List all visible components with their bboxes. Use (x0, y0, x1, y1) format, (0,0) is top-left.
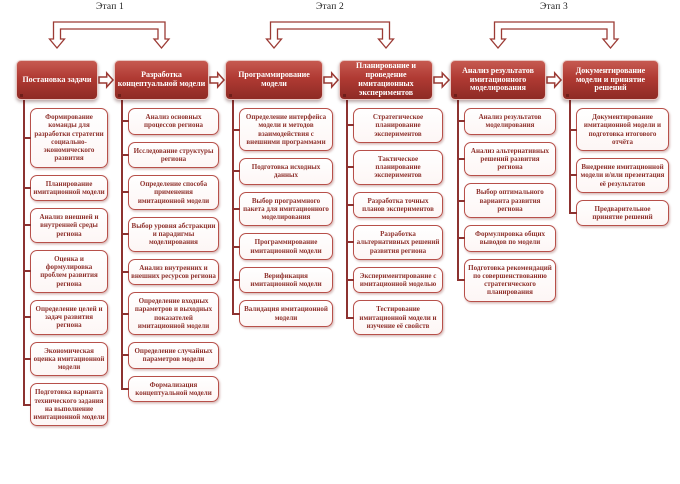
task-box: Документирование имитационной модели и подготовка итогового отчёта (576, 108, 669, 151)
header-flow-arrow-5 (547, 73, 561, 87)
task-box: Формирование команды для разработки стратегии социально-экономического развития (30, 108, 108, 168)
header-flow-arrow-4 (434, 73, 449, 87)
task-box: Анализ внешней и внутренней среды региона (30, 208, 108, 243)
task-box: Определение целей и задач развития региона (30, 300, 108, 335)
task-box: Предварительное принятие решений (576, 200, 669, 227)
connector-trunk (121, 100, 123, 390)
task-box: Внедрение имитационной модели и/или презентация её результатов (576, 158, 669, 193)
task-list (576, 108, 669, 226)
stage-1-label: Этап 1 (95, 2, 125, 12)
phase-header: Программирование модели (225, 60, 323, 100)
connector-trunk (569, 100, 571, 214)
task-list (128, 108, 219, 402)
stage-column-4 (339, 60, 440, 335)
task-box: Подготовка исходных данных (239, 158, 333, 185)
stage-column-6 (562, 60, 665, 226)
stage-3-label: Этап 3 (539, 2, 569, 12)
task-box: Подготовка рекомендаций по совершенствованию стратегического планирования (464, 259, 556, 302)
task-box: Программирование имитационной модели (239, 233, 333, 260)
phase-header: Документирование модели и принятие решений (562, 60, 659, 100)
task-box: Валидация имитационной модели (239, 300, 333, 327)
stage-column-1 (16, 60, 105, 426)
task-box: Определение входных параметров и выходных показателей имитационной модели (128, 292, 219, 335)
task-box: Определение случайных параметров модели (128, 342, 219, 369)
phase-header: Постановка задачи (16, 60, 98, 100)
task-box: Планирование имитационной модели (30, 175, 108, 202)
task-box: Выбор оптимального варианта развития региона (464, 183, 556, 218)
task-box: Определение интерфейса модели и методов взаимодействия с внешними программами (239, 108, 333, 151)
stage-2-label: Этап 2 (315, 2, 345, 12)
task-box: Стратегическое планирование экспериментов (353, 108, 443, 143)
task-box: Определение способа применения имитационной модели (128, 175, 219, 210)
phase-header: Планирование и проведение имитационных экспериментов (339, 60, 433, 100)
header-flow-arrow-3 (324, 73, 338, 87)
task-box: Анализ альтернативных решений развития региона (464, 142, 556, 177)
task-box: Оценка и формулировка проблем развития региона (30, 250, 108, 293)
task-box: Подготовка варианта технического задания на выполнение имитационной модели (30, 383, 108, 426)
task-box: Исследование структуры региона (128, 142, 219, 169)
phase-header: Разработка концептуальной модели (114, 60, 209, 100)
task-list (239, 108, 333, 327)
stage-1-bracket-arrow (50, 22, 170, 48)
stage-column-3 (225, 60, 329, 327)
task-box: Выбор уровня абстракции и парадигмы моделирования (128, 217, 219, 252)
stage-2-bracket-arrow (267, 22, 394, 48)
task-box: Разработка альтернативных решений развития региона (353, 225, 443, 260)
task-list (464, 108, 556, 302)
task-box: Анализ внутренних и внешних ресурсов региона (128, 259, 219, 286)
header-flow-arrow-2 (210, 73, 224, 87)
task-list (30, 108, 108, 426)
stage-column-5 (450, 60, 552, 302)
task-box: Экспериментирование с имитационной моделью (353, 267, 443, 294)
connector-trunk (457, 100, 459, 281)
task-box: Анализ основных процессов региона (128, 108, 219, 135)
stage-column-2 (114, 60, 216, 402)
task-box: Тактическое планирование экспериментов (353, 150, 443, 185)
task-box: Разработка точных планов экспериментов (353, 192, 443, 219)
connector-trunk (232, 100, 234, 314)
task-box: Формализация концептуальной модели (128, 376, 219, 403)
task-box: Анализ результатов моделирования (464, 108, 556, 135)
task-box: Верификация имитационной модели (239, 267, 333, 294)
phase-header: Анализ результатов имитационного моделирования (450, 60, 546, 100)
task-box: Экономическая оценка имитационной модели (30, 342, 108, 377)
header-flow-arrow-1 (99, 73, 113, 87)
task-box: Тестирование имитационной модели и изучение её свойств (353, 300, 443, 335)
task-list (353, 108, 443, 335)
stage-3-bracket-arrow (491, 22, 619, 48)
task-box: Формулировка общих выводов по модели (464, 225, 556, 252)
task-box: Выбор программного пакета для имитационного моделирования (239, 192, 333, 227)
connector-trunk (346, 100, 348, 318)
